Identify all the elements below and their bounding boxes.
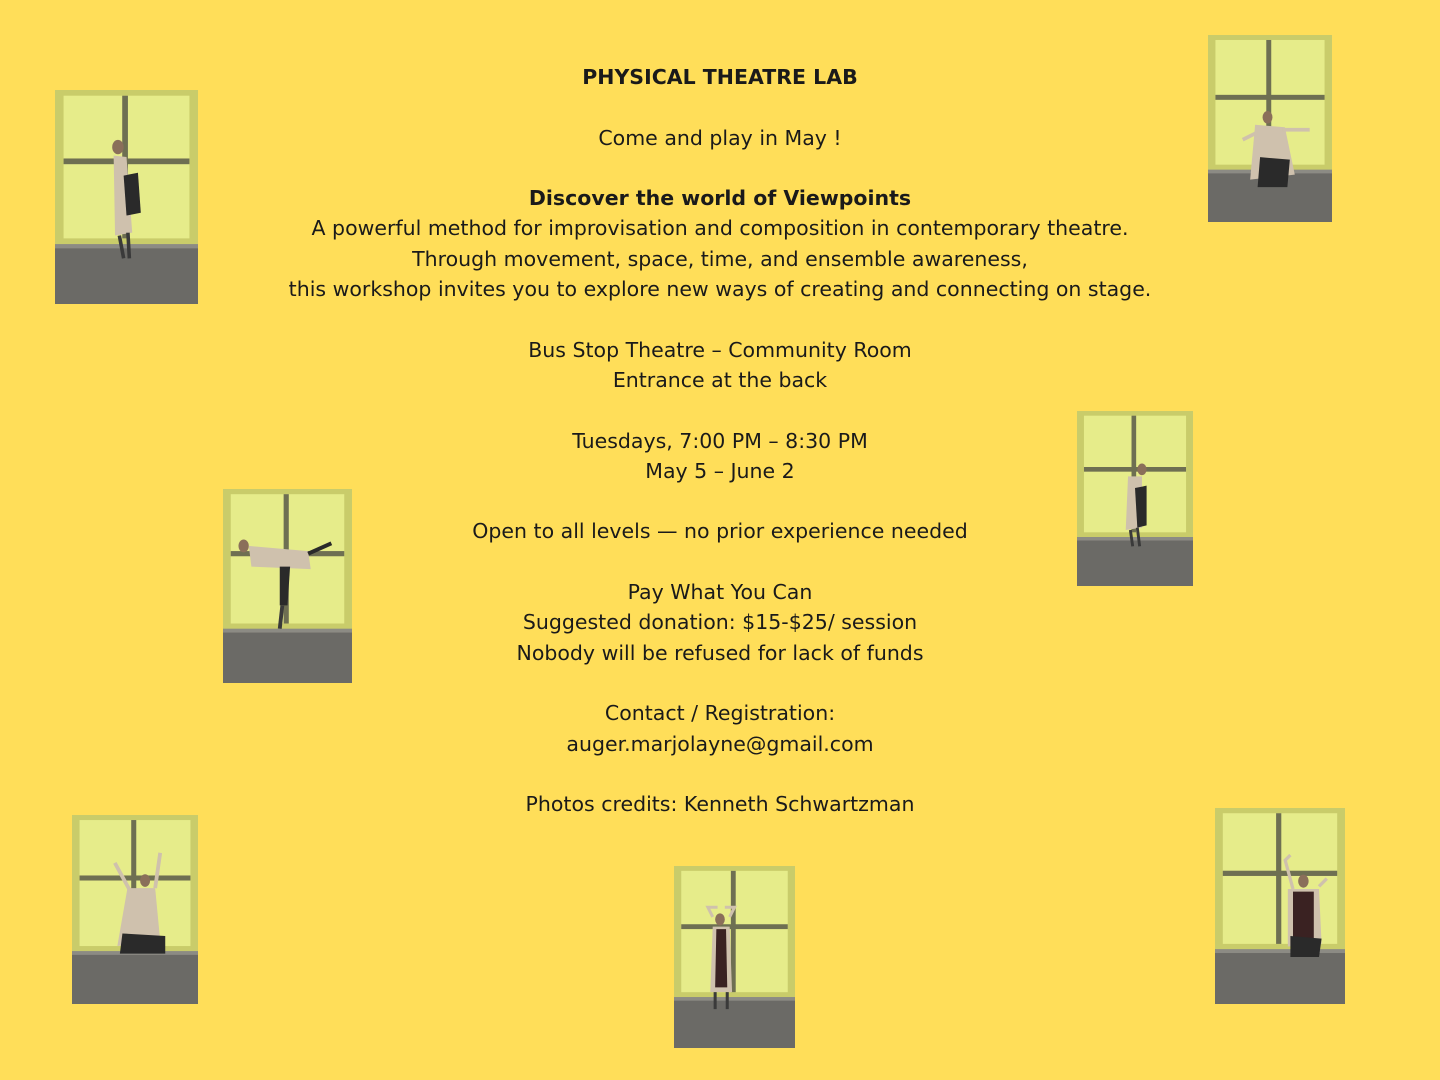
dancer-photo-5 (72, 815, 198, 1004)
dancer-photo-4 (223, 489, 352, 683)
dancer-photo-2 (1208, 35, 1332, 222)
dancer-photo-1 (55, 90, 198, 304)
levels-note: Open to all levels — no prior experience needed (472, 519, 968, 544)
flyer-tagline: Come and play in May ! (598, 125, 842, 150)
pricing-model: Pay What You Can (627, 580, 813, 605)
dancer-photo-3 (1077, 411, 1193, 586)
contact-email[interactable]: auger.marjolayne@gmail.com (566, 731, 874, 756)
flyer-subtitle: Discover the world of Viewpoints (528, 186, 912, 211)
entrance-note: Entrance at the back (612, 367, 828, 392)
flyer-title: PHYSICAL THEATRE LAB (582, 65, 858, 89)
description-line: A powerful method for improvisation and composition in contemporary theatre. (311, 216, 1129, 241)
description-line: Through movement, space, time, and ensemble awareness, (412, 246, 1028, 271)
photo-credits: Photos credits: Kenneth Schwartzman (525, 792, 915, 817)
description-line: this workshop invites you to explore new ways of creating and connecting on stage. (288, 277, 1152, 302)
schedule-time: Tuesdays, 7:00 PM – 8:30 PM (572, 428, 868, 453)
dancer-photo-7 (1215, 808, 1345, 1004)
funds-note: Nobody will be refused for lack of funds (516, 640, 924, 665)
suggested-donation: Suggested donation: $15-$25/ session (522, 610, 918, 635)
contact-label: Contact / Registration: (604, 701, 836, 726)
dancer-photo-6 (674, 866, 795, 1048)
schedule-dates: May 5 – June 2 (645, 458, 795, 483)
venue: Bus Stop Theatre – Community Room (528, 337, 912, 362)
